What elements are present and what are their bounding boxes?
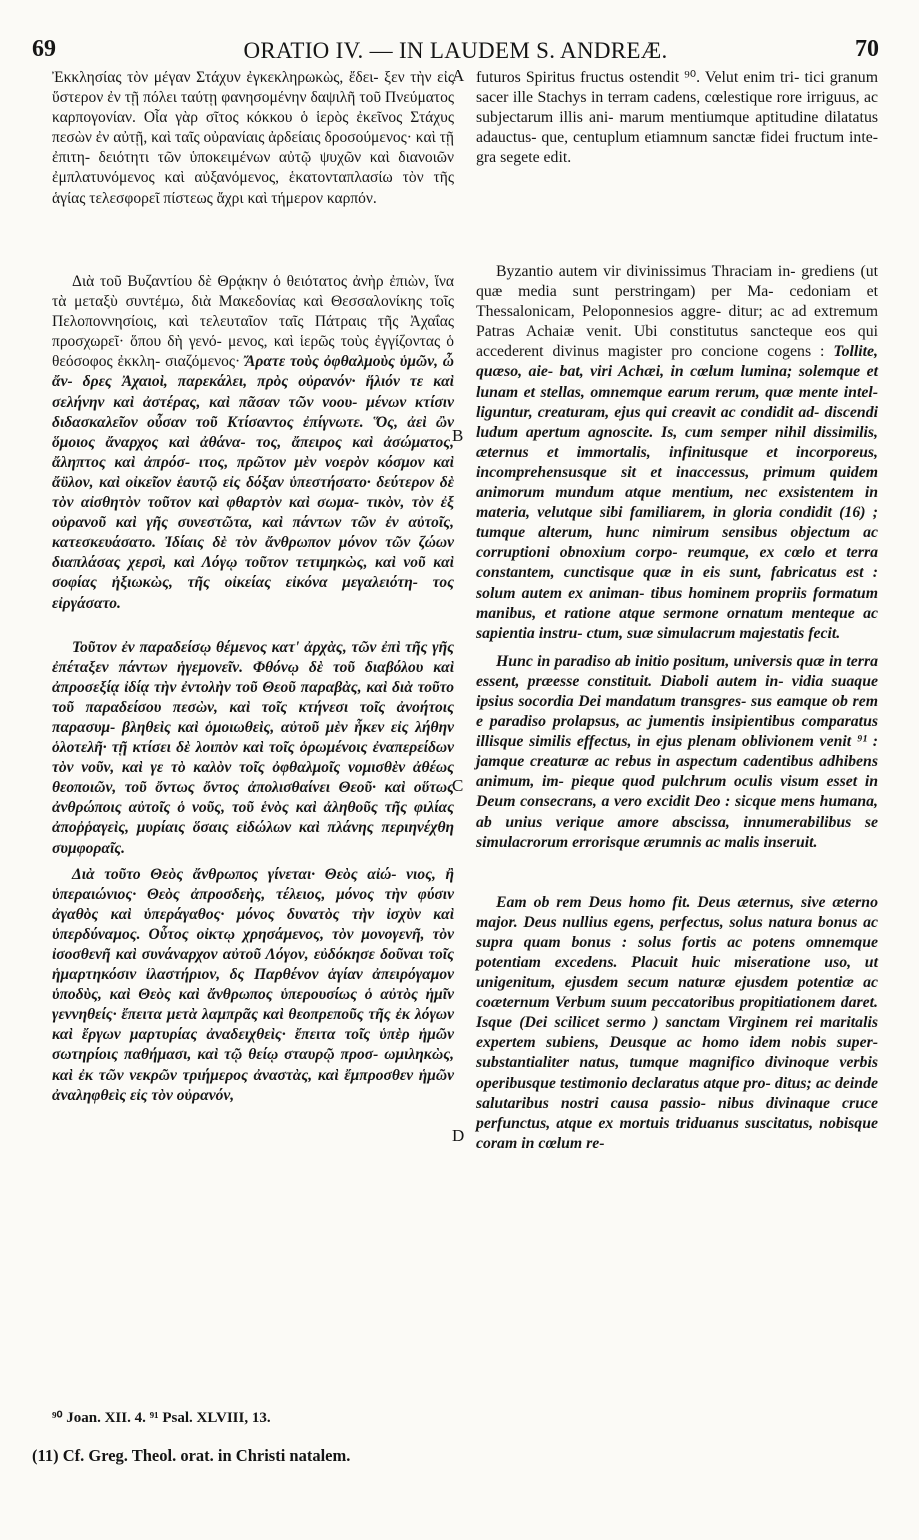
latin-paragraph-2-speech: Tollite, quæso, aie- bat, viri Achæi, in cœlum lumina; solemque et lunam et stellas, omnemque earum rerum, quæ mente intel- liguntur, creaturam, ejus qui creavit ac condidit ad- discendi ludum apertum agnoscite. Is, cum semper nihil dissimilis, æternus et immortalis, infinitusque et incorporeus, incomprehensusque sit et inaccessus, primum quidem animorum mundum atque mentium, nec exsistentem in materia, velutque sibi familiarem, in gloria condidit (16) ; tumque alterum, hunc nimirum sensibus objectum ac corruptioni obnoxium corpo- reumque, ex cœlo et terra constantem, cunctisque quæ in eis sunt, fabricatus est : solum autem ex animan- tibus hominem propriis formatum manibus, et ratione atque sermone ornatum menteque ac sapientia instru- ctum, suæ simulacrum majestatis fecit.: [476, 343, 879, 642]
latin-paragraph-2-text: Byzantio autem vir divinissimus Thraciam in- grediens (ut quæ media sunt perstringam) per Ma- cedoniam et Thessalonicam, Peloponnesios aggre- ditur; ac ad extremum Patras Achaiæ venit. Ubi constitutus sancteque eos qui accederent divinus magister pro concione cogens :: [476, 263, 878, 361]
greek-paragraph-4: Διὰ τοῦτο Θεὸς ἄνθρωπος γίνεται· Θεὸς αἰώ- νιος, ἢ ὑπεραιώνιος· Θεὸς ἀπροσδεὴς, τέλειος, μόνος τὴν φύσιν ἀγαθὸς καὶ ὑπεράγαθος· μόνος δυνατὸς τὴν ἰσχὺν καὶ ὑπερδύναμος. Οὗτος οἰκτῳ χρησάμενος, τὸν μονογενῆ, τὸν ἰσοσθενῆ καὶ συνάναρχον αὐτοῦ Λόγον, εὐδόκησε δοῦναι τοῖς ἡμαρτηκόσιν ἱλαστήριον, δς Παρθένον ἁγίαν ἀπειρόγαμον ὑποδὺς, καὶ Θεὸς καὶ ἄνθρωπος ὑπερουσίως ὁ αὐτὸς ἡμῖν γεννηθείς· ἔπειτα μετὰ λαμπρᾶς καὶ θεοπρεποῦς τῆς ἐκ λόγων καὶ ἔργων μαρτυρίας ἀναδειχθεὶς· ἔπειτα τοῖς ὑπὲρ ἡμῶν σωτηρίοις παθήμασι, καὶ τῷ θείῳ σταυρῷ προσ- ωμιληκὼς, καὶ ἐκ τῶν νεκρῶν τριήμερος ἀναστὰς, καὶ ἔμπροσθεν ἡμῶν ἀναληφθεὶς εἰς τὸν οὐρανόν,: [52, 865, 454, 1104]
marker-d: D: [452, 1126, 465, 1145]
latin-paragraph-3: Hunc in paradiso ab initio positum, universis quæ in terra essent, præesse constituit. Diaboli autem in- vidia suaque ipsius socordia Dei mandatum transgres- sus eamque ob rem e paradiso prolapsus, ac jumentis insipientibus comparatus illisque similis effectus, in ejus plenam oblivionem venit ⁹¹ : jamque creaturæ ac rebus in aspectum cadentibus adhibens animum, im- pieque quod pulchrum oculis visum esset in Deum consecrans, a vero excidit Deo : sicque mens humana, ab unius verique amore abscissa, innumerabilibus se simulacrorum errorisque ærumnis ac malis inseruit.: [476, 652, 878, 851]
latin-paragraph-1: futuros Spiritus fructus ostendit ⁹⁰. Velut enim tri- tici granum sacer ille Stachys in terram cadens, cœlestique rore irriguus, ac subjectarum illis ani- marum mentiumque aptitudine dilatatus adauctus- que, centuplum etiamnum sanctæ fidei fructum inte- gra segete edit.: [476, 69, 878, 167]
marker-a: A: [452, 66, 465, 85]
running-title: ORATIO IV. — IN LAUDEM S. ANDREÆ.: [243, 38, 668, 63]
editorial-footnote: (11) Cf. Greg. Theol. orat. in Christi natalem.: [32, 1446, 351, 1465]
greek-paragraph-3: Τοῦτον ἐν παραδείσῳ θέμενος κατ' ἀρχὰς, τῶν ἐπὶ τῆς γῆς ἐπέταξεν πάντων ἡγεμονεῖν. Φθόνῳ δὲ τοῦ διαβόλου καὶ ἀπροσεξίᾳ ἰδίᾳ τὴν ἐντολὴν τοῦ Θεοῦ παραβὰς, καὶ διὰ τοῦτο τοῦ παραδείσου πεσὼν, καὶ τοῖς κτήνεσι τοῖς ἀνοήτοις παρασυμ- βληθεὶς καὶ ὁμοιωθεὶς, αὐτοῦ μὲν ἧκεν εἰς λήθην ὁλοτελῆ· τῇ κτίσει δὲ λοιπὸν καὶ τοῖς ὁρωμένοις ἐναπερείδων τὸν νοῦν, καὶ γε τὸ καλὸν τοῖς ὀφθαλμοῖς νομισθὲν ἀθέως θεοποιῶν, τοῦ ὄντως ὄντος ἀπολισθαίνει Θεοῦ· καὶ οὕτως ἀνθρώποις αὐτοῖς ὁ νοῦς, τοῦ ἑνὸς καὶ ἀληθοῦς τῆς φιλίας ἀποῤῥαγεὶς, μυρίαις ὅσαις εἰδώλων καὶ πλάνης περιηνέχθη συμφοραῖς.: [52, 638, 454, 857]
latin-paragraph-2: [476, 262, 878, 644]
right-page-number: 70: [855, 36, 879, 62]
page-header: [32, 36, 879, 66]
left-page-number: 69: [32, 36, 56, 62]
scripture-footnotes: ⁹⁰ Joan. XII. 4. ⁹¹ Psal. XLVIII, 13.: [52, 1410, 271, 1426]
marker-c: C: [452, 776, 464, 795]
greek-paragraph-2: [52, 272, 454, 614]
latin-column: [476, 68, 878, 1154]
greek-paragraph-2-text: Διὰ τοῦ Βυζαντίου δὲ Θρᾴκην ὁ θειότατος ἀνὴρ ἐπιὼν, ἵνα τὰ μεταξὺ συντέμω, διὰ Μακεδονίας καὶ Θεσσαλονίκης τοῖς Πελοποννησίοις, καὶ τελευταῖον ταῖς Πάτραις τῆς Ἀχαΐας προσχωρεῖ· ὅπου δὴ γενό- μενος, καὶ ἱερῶς τοὺς ἐγγίζοντας ὁ θεόσοφος ἐκκλη- σιαζόμενος·: [52, 273, 454, 371]
marker-b: B: [452, 426, 464, 445]
greek-column: [52, 68, 454, 1106]
latin-paragraph-4: Eam ob rem Deus homo fit. Deus æternus, sive æterno major. Deus nullius egens, perfectus, solus natura bonus ac supra quam bonus : solus fortis ac potens omnemque potentiam excedens. Placuit huic miseratione uso, ut unigenitum, ejusdem secum naturæ ejusdem potentiæ ac coæternum Verbum suum peccatoribus propitiationem daret. Isque (Dei scilicet sermo ) sanctam Virginem rei maritalis expertem subiens, Deusque ac homo idem nobis super- substantialiter natus, tumque magnifico divinoque verbis operibusque testimonio declaratus atque pro- ditus; ac deinde salutaribus nostri causa passio- nibus divinaque cruce perfunctus, atque ex mortuis triduanus suscitatus, nobisque coram in cœlum re-: [476, 893, 878, 1152]
greek-paragraph-1: Ἐκκλησίας τὸν μέγαν Στάχυν ἐγκεκληρωκὼς, ἔδει- ξεν τὴν εἰς ὕστερον ἐν τῇ πόλει ταύτῃ φανησομένην δαψιλῆ τοῦ Πνεύματος καρπογονίαν. Οἷα γὰρ σῖτος κόκκου ὁ ἱερὸς ἐκεῖνος Στάχυς πεσὼν ἐν αὐτῇ, καὶ ταῖς οὐρανίαις ἀρδείαις δροσούμενος· καὶ τῇ ἐπιτη- δειότητι τῶν ὑποκειμένων αὐτῷ ψυχῶν καὶ διανοιῶν ἐμπλατυνόμενος καὶ αὐξανόμενος, ἑκατονταπλασίω τὸν τῆς ἁγίας τελεσφορεῖ πίστεως ἄχρι καὶ τήμερον καρπόν.: [52, 69, 454, 207]
greek-paragraph-2-speech: Ἄρατε τοὺς ὀφθαλμοὺς ὑμῶν, ὦ ἄν- δρες Ἀχαιοὶ, παρεκάλει, πρὸς οὐρανόν· ἥλιόν τε καὶ σελήνην καὶ ἀστέρας, καὶ πᾶσαν τῶν νοου- μένων κτίσιν διδασκαλεῖον οὖσαν τοῦ Κτίσαντος ἐπίγνωτε. Ὅς, ἀεὶ ὢν ὅμοιος ἄναρχος καὶ ἀθάνα- τος, ἄπειρος καὶ ἀσώματος, ἄληπτος καὶ ἀπρόσ- ιτος, πρῶτον μὲν νοερὸν κόσμον καὶ ἄϋλον, καὶ οἰκεῖον ἑαυτῷ εἰς δόξαν ὑπεστήσατο· δεύτερον δὲ τὸν αἰσθητὸν τοῦτον καὶ φθαρτὸν καὶ σωμα- τικὸν, τὸν ἐξ οὐρανοῦ καὶ γῆς συνεστῶτα, καὶ πάντων τῶν ἐν αὐτοῖς, κατεσκευάσατο. Ἰδίαις δὲ τὸν ἄνθρωπον μόνον τῶν ζώων διαπλάσας χερσὶ, καὶ Λόγῳ τοῦτον τετιμηκὼς, καὶ νοῦ καὶ σοφίας ἠξιωκὼς, τῆς οἰκείας εἰκόνα μεγαλειότη- τος εἰργάσατο.: [52, 353, 455, 612]
